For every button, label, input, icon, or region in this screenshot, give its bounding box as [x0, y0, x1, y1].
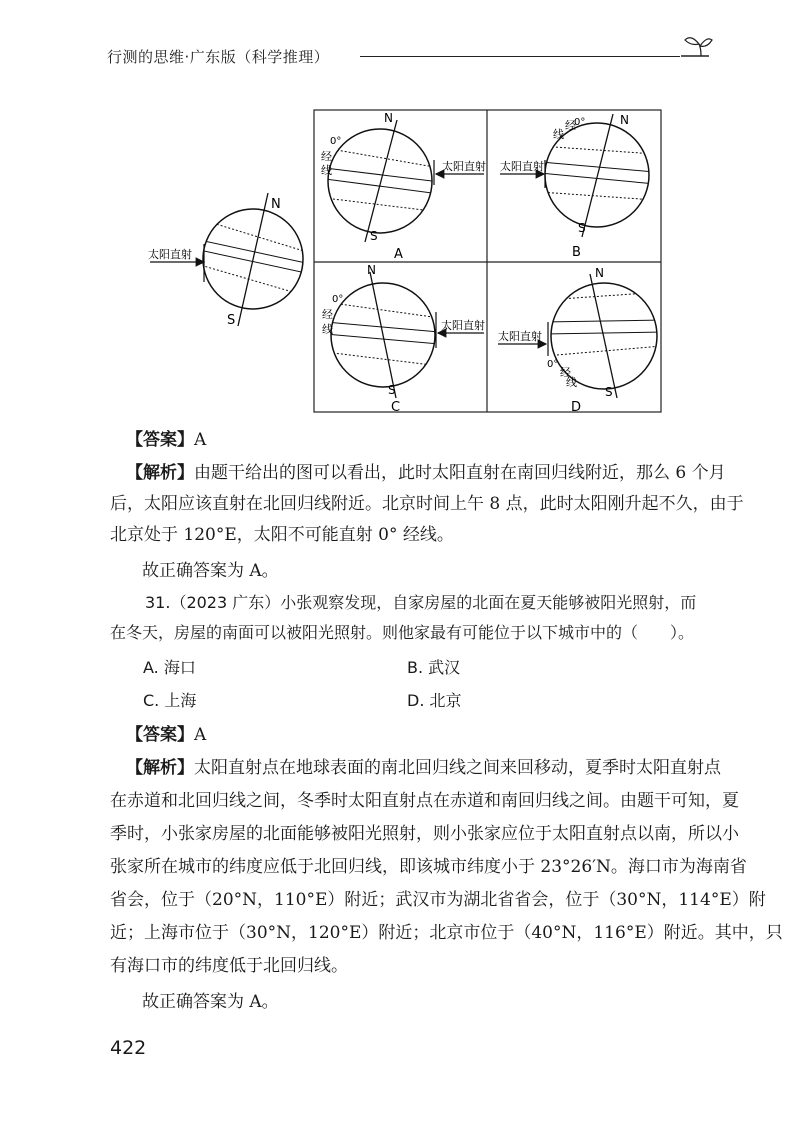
- a-meridian-0: 0°: [330, 136, 342, 147]
- option-a-panel: [321, 111, 486, 262]
- q31-stem-line-2: 在冬天，房屋的南面可以被阳光照射。则他家最有可能位于以下城市中的（ ）。: [110, 623, 695, 642]
- main-sun-label: 太阳直射: [148, 248, 192, 261]
- option-d-panel: [498, 266, 662, 415]
- a-sun-label: 太阳直射: [442, 160, 486, 173]
- option-a-label: A: [394, 247, 403, 262]
- q31-analysis-line-3: 季时，小张家房屋的北面能够被阳光照射，则小张家应位于太阳直射点以南，所以小: [110, 824, 739, 844]
- option-b-panel: [500, 113, 655, 260]
- b-meridian-0: 0°: [574, 117, 586, 128]
- a-meridian-jing: 经: [321, 150, 332, 163]
- option-c-label: C: [391, 400, 401, 415]
- q31-analysis-line-1: 【解析】太阳直射点在地球表面的南北回归线之间来回移动，夏季时太阳直射点: [126, 758, 721, 778]
- d-south: S: [605, 385, 613, 399]
- c-north: N: [367, 263, 376, 277]
- option-c-panel: [322, 263, 485, 415]
- q31-stem-line-1: 31.（2023 广东）小张观察发现，自家房屋的北面在夏天能够被阳光照射，而: [145, 593, 697, 612]
- q31-conclusion: 故正确答案为 A。: [142, 992, 279, 1012]
- b-north: N: [620, 113, 629, 127]
- c-sun-label: 太阳直射: [441, 319, 485, 332]
- c-meridian-jing: 经: [322, 308, 333, 321]
- q31-answer-value: A: [194, 725, 207, 745]
- q31-analysis-line-4: 张家所在城市的纬度应低于北回归线，即该城市纬度小于 23°26′N。海口市为海南省: [110, 857, 747, 877]
- c-meridian-xian: 线: [322, 323, 333, 336]
- q30-conclusion: 故正确答案为 A。: [142, 561, 279, 581]
- d-north: N: [595, 266, 604, 280]
- b-meridian-jing: 经: [565, 119, 576, 132]
- option-d-label: D: [571, 400, 582, 415]
- q30-answer-value: A: [194, 430, 207, 450]
- sunlight-diagram: [0, 0, 800, 430]
- q31-option-a: A. 海口: [143, 658, 196, 677]
- q31-option-b: B. 武汉: [407, 658, 461, 677]
- q31-analysis-line-6: 近；上海市位于（30°N，120°E）附近；北京市位于（40°N，116°E）附近。其中，只: [110, 923, 783, 943]
- d-meridian-xian: 线: [566, 376, 577, 389]
- q30-answer-tag: 【答案】: [126, 430, 194, 450]
- d-meridian-jing: 经: [560, 366, 571, 379]
- q31-analysis-line-5: 省会，位于（20°N，110°E）附近；武汉市为湖北省省会，位于（30°N，114°E）附: [110, 890, 766, 910]
- q30-analysis-line-2: 后，太阳应该直射在北回归线附近。北京时间上午 8 点，此时太阳刚升起不久，由于: [110, 494, 744, 514]
- q31-option-c: C. 上海: [143, 691, 197, 710]
- q30-analysis-tag: 【解析】: [126, 463, 194, 483]
- b-south: S: [578, 221, 586, 235]
- q31-analysis-line-7: 有海口市的纬度低于北回归线。: [110, 956, 348, 976]
- q31-analysis-tag: 【解析】: [126, 758, 194, 778]
- q31-answer-tag: 【答案】: [126, 725, 194, 745]
- main-north-label: N: [271, 197, 281, 212]
- a-north: N: [384, 111, 393, 125]
- page-number: 422: [110, 1037, 147, 1059]
- b-meridian-xian: 线: [553, 128, 564, 141]
- option-b-label: B: [572, 245, 581, 260]
- q31-option-d: D. 北京: [407, 691, 462, 710]
- q30-answer: [126, 425, 206, 450]
- b-sun-label: 太阳直射: [500, 160, 544, 173]
- d-sun-label: 太阳直射: [498, 330, 542, 343]
- q30-analysis-line-1: 【解析】由题干给出的图可以看出，此时太阳直射在南回归线附近，那么 6 个月: [126, 463, 726, 483]
- q30-analysis-line-3: 北京处于 120°E，太阳不可能直射 0° 经线。: [110, 525, 454, 545]
- q31-answer: [126, 720, 206, 745]
- main-globe: [148, 193, 320, 328]
- a-south: S: [370, 229, 378, 243]
- c-south: S: [388, 383, 396, 397]
- main-south-label: S: [227, 313, 236, 328]
- header-title: 行测的思维·广东版（科学推理）: [107, 48, 330, 66]
- q31-analysis-line-2: 在赤道和北回归线之间，冬季时太阳直射点在赤道和南回归线之间。由题干可知，夏: [110, 791, 739, 811]
- d-meridian-0: 0°: [547, 359, 559, 370]
- c-meridian-0: 0°: [332, 294, 344, 305]
- a-meridian-xian: 线: [321, 164, 332, 177]
